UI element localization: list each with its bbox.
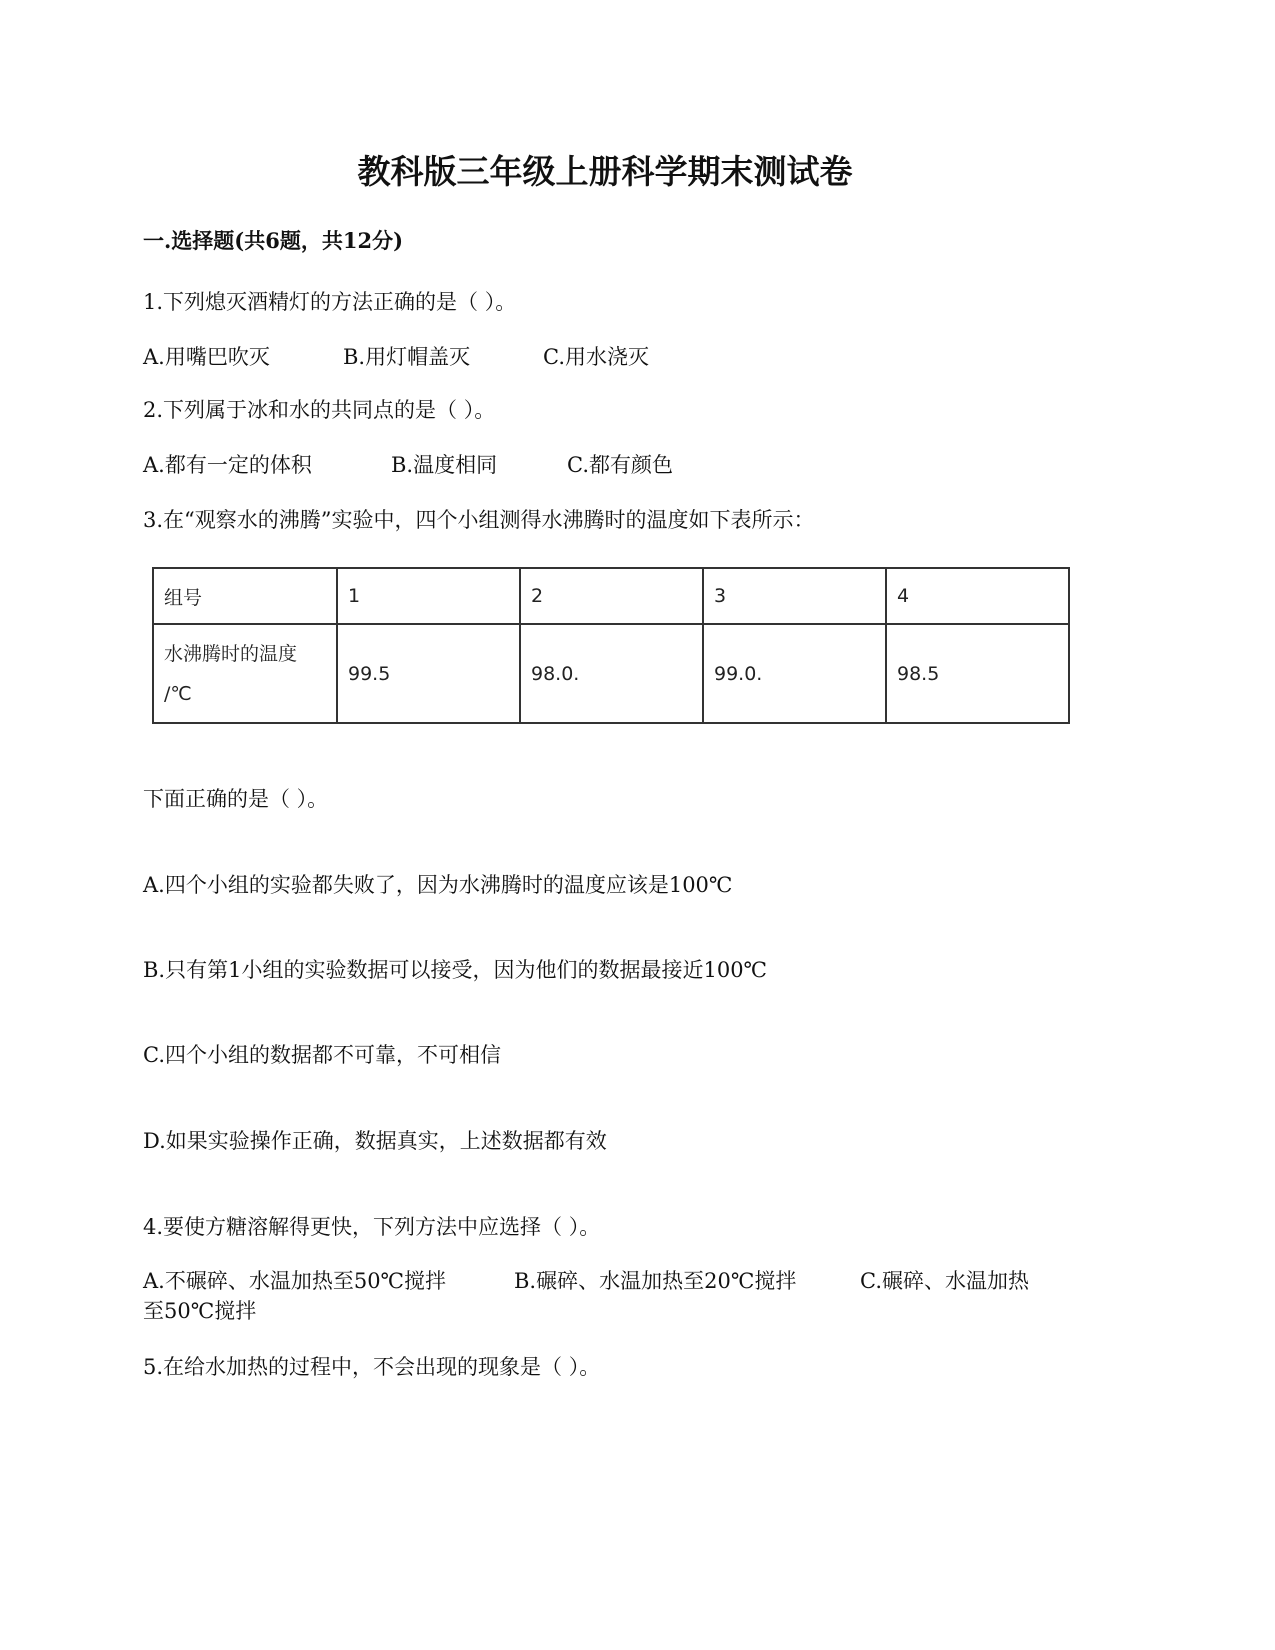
q4-option-c-continued: 至50℃搅拌 bbox=[143, 1299, 257, 1323]
table-cell: 98.5 bbox=[886, 624, 1069, 723]
page-title: 教科版三年级上册科学期末测试卷 bbox=[357, 152, 853, 191]
q3-option-b: B.只有第1小组的实验数据可以接受，因为他们的数据最接近100℃ bbox=[143, 958, 768, 982]
table-cell: 99.0. bbox=[703, 624, 886, 723]
table-row bbox=[153, 568, 1069, 624]
question-1: 1.下列熄灭酒精灯的方法正确的是（ ）。 bbox=[143, 290, 517, 314]
section-heading: 一.选择题(共6题，共12分) bbox=[143, 228, 404, 253]
q2-option-c: C.都有颜色 bbox=[567, 453, 673, 477]
question-2: 2.下列属于冰和水的共同点的是（ ）。 bbox=[143, 398, 496, 422]
table-cell: 2 bbox=[520, 568, 703, 624]
table-cell: 组号 bbox=[153, 568, 337, 624]
table-cell: 4 bbox=[886, 568, 1069, 624]
q2-option-a: A.都有一定的体积 bbox=[143, 453, 312, 477]
q3-prompt: 下面正确的是（ ）。 bbox=[143, 787, 329, 811]
q4-option-a: A.不碾碎、水温加热至50℃搅拌 bbox=[143, 1269, 447, 1293]
q4-option-c: C.碾碎、水温加热 bbox=[860, 1269, 1029, 1293]
table-cell bbox=[153, 624, 337, 723]
table-cell: 99.5 bbox=[337, 624, 520, 723]
q3-option-c: C.四个小组的数据都不可靠，不可相信 bbox=[143, 1043, 501, 1067]
boiling-temperature-table bbox=[152, 567, 1070, 724]
q1-option-b: B.用灯帽盖灭 bbox=[343, 345, 471, 369]
table-cell: 98.0. bbox=[520, 624, 703, 723]
q3-option-d: D.如果实验操作正确，数据真实，上述数据都有效 bbox=[143, 1129, 607, 1153]
table-row bbox=[153, 624, 1069, 723]
question-4: 4.要使方糖溶解得更快，下列方法中应选择（ ）。 bbox=[143, 1215, 601, 1239]
q2-option-b: B.温度相同 bbox=[391, 453, 498, 477]
row-label-unit: /℃ bbox=[164, 682, 192, 705]
table-cell: 3 bbox=[703, 568, 886, 624]
q1-option-c: C.用水浇灭 bbox=[543, 345, 649, 369]
q3-option-a: A.四个小组的实验都失败了，因为水沸腾时的温度应该是100℃ bbox=[143, 873, 733, 897]
q4-option-b: B.碾碎、水温加热至20℃搅拌 bbox=[514, 1269, 797, 1293]
row-label: 水沸腾时的温度 bbox=[164, 642, 298, 665]
q1-option-a: A.用嘴巴吹灭 bbox=[143, 345, 270, 369]
question-3: 3.在“观察水的沸腾”实验中，四个小组测得水沸腾时的温度如下表所示： bbox=[143, 508, 815, 532]
question-5: 5.在给水加热的过程中，不会出现的现象是（ ）。 bbox=[143, 1355, 601, 1379]
table-cell: 1 bbox=[337, 568, 520, 624]
